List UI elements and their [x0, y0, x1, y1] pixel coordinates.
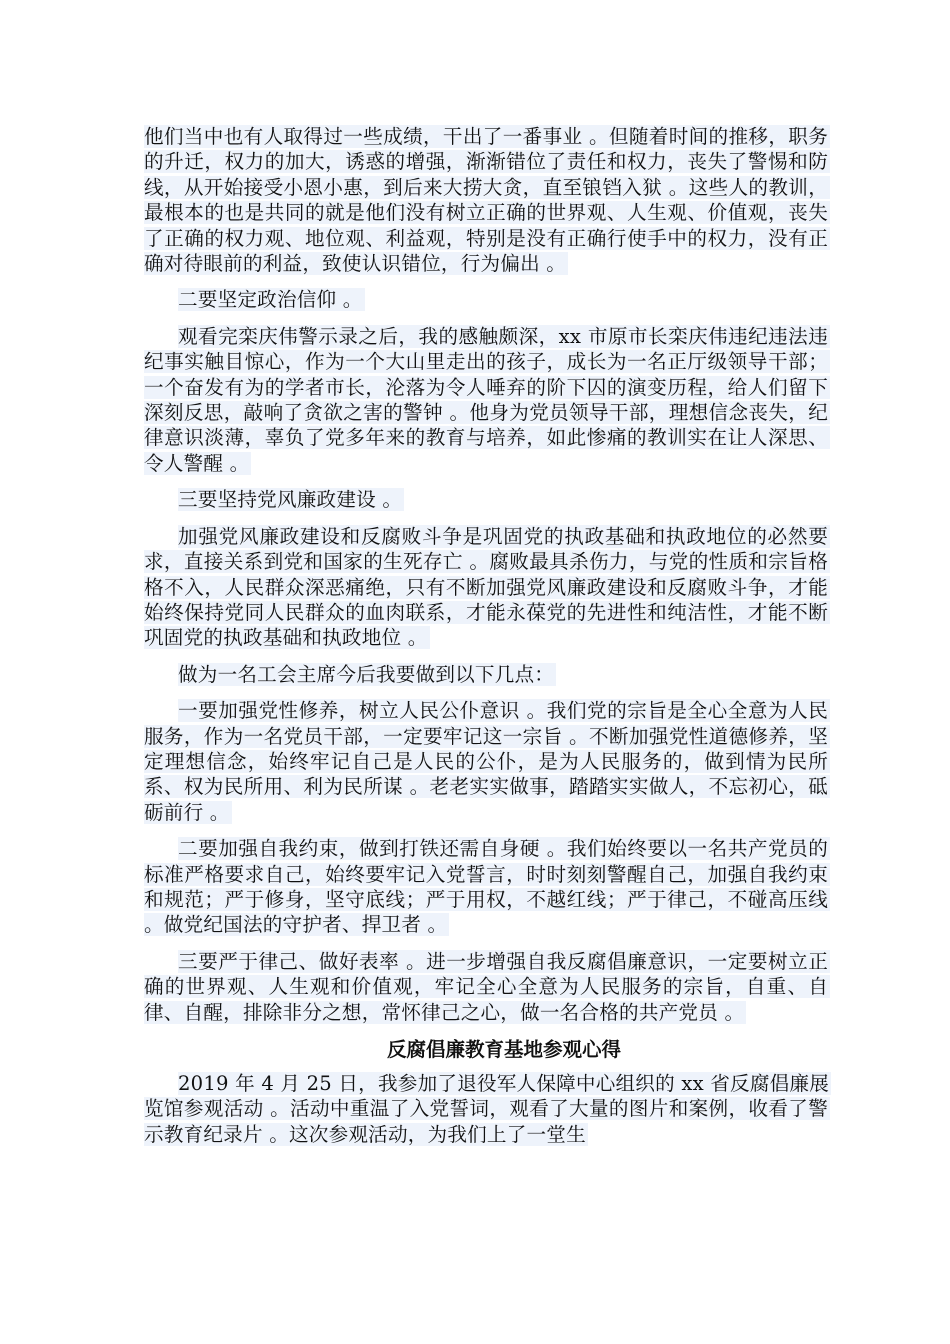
- document-page: [144, 124, 830, 1158]
- section-point: [144, 662, 830, 687]
- section-point: [144, 287, 830, 312]
- body-paragraph: [144, 324, 830, 476]
- body-paragraph: [144, 1071, 830, 1147]
- body-paragraph: [144, 524, 830, 651]
- paragraph-text: 三要严于律己、做好表率 。进一步增强自我反腐倡廉意识，一定要树立正确的世界观、人生观和价值观，牢记全心全意为人民服务的宗旨，自重、自律、自醒，排除非分之想，常怀律己之心，做一名合格的共产党员 。: [144, 949, 828, 1024]
- paragraph-text: 一要加强党性修养，树立人民公仆意识 。我们党的宗旨是全心全意为人民服务，作为一名党员干部，一定要牢记这一宗旨 。不断加强党性道德修养，坚定理想信念，始终牢记自己是人民的公仆，是为人民服务的，做到情为民所系、权为民所用、利为民所谋 。老老实实做事，踏踏实实做人，不忘初心，砥砺前行 。: [144, 699, 828, 824]
- body-paragraph: [144, 124, 830, 276]
- paragraph-text: 三要坚持党风廉政建设 。: [178, 488, 403, 512]
- paragraph-text: 他们当中也有人取得过一些成绩，干出了一番事业 。但随着时间的推移，职务的升迁，权力的加大，诱惑的增强，渐渐错位了责任和权力，丧失了警惕和防线，从开始接受小恩小惠，到后来大捞大贪，直至锒铛入狱 。这些人的教训，最根本的也是共同的就是他们没有树立正确的世界观、人生观、价值观，丧失了正确的权力观、地位观、利益观，特别是没有正确行使手中的权力，没有正确对待眼前的利益，致使认识错位，行为偏出 。: [144, 125, 828, 276]
- section-heading: 反腐倡廉教育基地参观心得: [386, 1038, 621, 1061]
- paragraph-text: 2019 年 4 月 25 日，我参加了退役军人保障中心组织的 xx 省反腐倡廉展览馆参观活动 。活动中重温了入党誓词，观看了大量的图片和案例，收看了警示教育纪录片 。这次参观活动，为我们上了一堂生: [144, 1072, 830, 1146]
- paragraph-text: 二要加强自我约束，做到打铁还需自身硬 。我们始终要以一名共产党员的标准严格要求自己，始终要牢记入党誓言，时时刻刻警醒自己，加强自我约束和规范；严于修身，坚守底线；严于用权，不越红线；严于律己，不碰高压线 。做党纪国法的守护者、捍卫者 。: [144, 837, 828, 937]
- paragraph-text: 观看完栾庆伟警示录之后，我的感触颇深，xx 市原市长栾庆伟违纪违法违纪事实触目惊心，作为一个大山里走出的孩子，成长为一名正厅级领导干部；一个奋发有为的学者市长，沦落为令人唾弃的阶下囚的演变历程，给人们留下深刻反思，敲响了贪欲之害的警钟 。他身为党员领导干部，理想信念丧失，纪律意识淡薄，辜负了党多年来的教育与培养，如此惨痛的教训实在让人深思、令人警醒 。: [144, 324, 828, 475]
- paragraph-text: 加强党风廉政建设和反腐败斗争是巩固党的执政基础和执政地位的必然要求，直接关系到党和国家的生死存亡 。腐败最具杀伤力，与党的性质和宗旨格格不入，人民群众深恶痛绝，只有不断加强党风廉政建设和反腐败斗争，才能始终保持党同人民群众的血肉联系，才能永葆党的先进性和纯洁性，才能不断巩固党的执政基础和执政地位 。: [144, 524, 828, 650]
- body-paragraph: [144, 836, 830, 938]
- body-paragraph: [144, 698, 830, 825]
- paragraph-text: 二要坚定政治信仰 。: [178, 288, 363, 312]
- paragraph-text: 做为一名工会主席今后我要做到以下几点：: [178, 662, 555, 686]
- body-paragraph: [144, 949, 830, 1025]
- section-point: [144, 487, 830, 512]
